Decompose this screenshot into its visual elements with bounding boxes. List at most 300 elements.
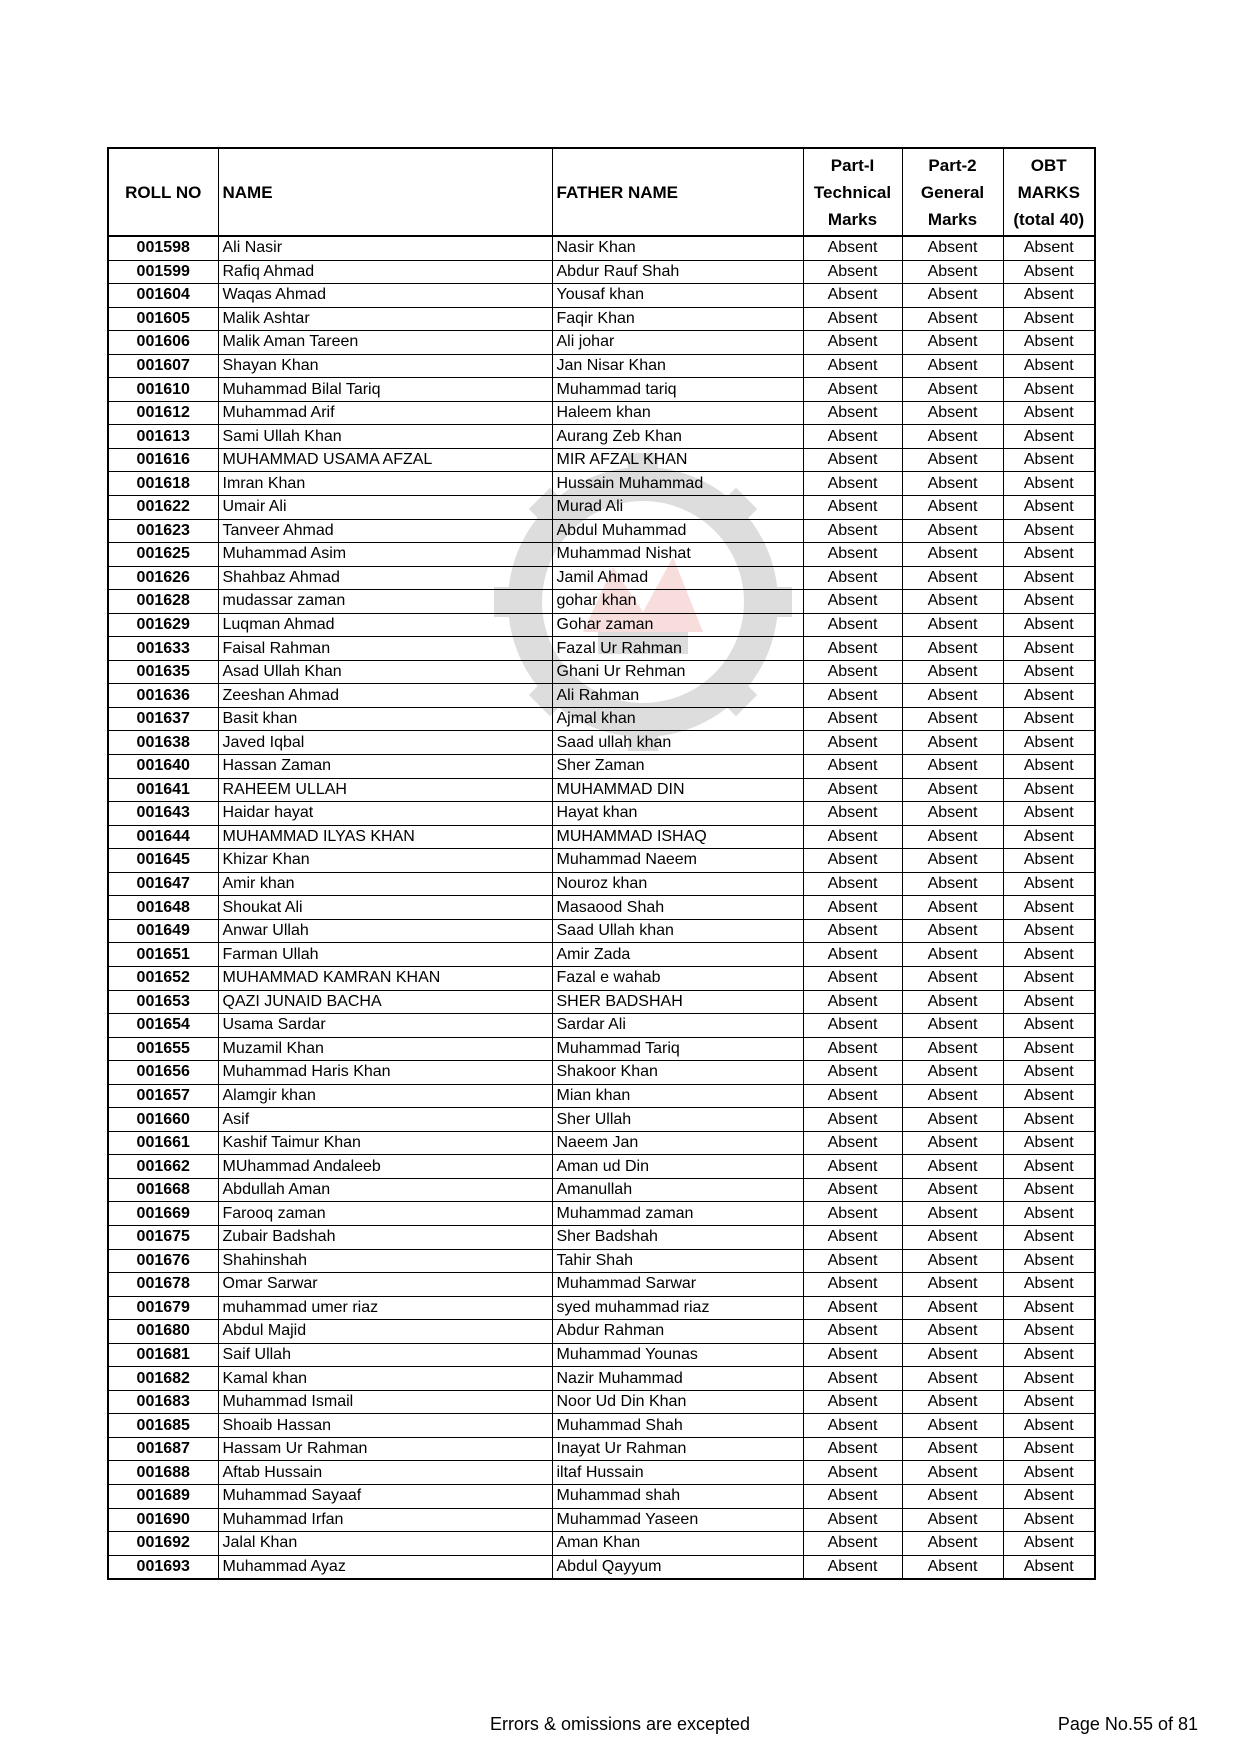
cell-obt-marks: Absent <box>1003 1108 1095 1132</box>
cell-roll-no: 001640 <box>108 755 218 779</box>
results-table <box>107 147 1096 1580</box>
cell-name: Javed Iqbal <box>218 731 552 755</box>
cell-roll-no: 001628 <box>108 590 218 614</box>
cell-part1-marks: Absent <box>803 778 902 802</box>
cell-obt-marks: Absent <box>1003 354 1095 378</box>
cell-roll-no: 001668 <box>108 1178 218 1202</box>
cell-part1-marks: Absent <box>803 943 902 967</box>
cell-obt-marks: Absent <box>1003 1320 1095 1344</box>
table-row <box>108 1343 1095 1367</box>
cell-father-name: Noor Ud Din Khan <box>552 1390 803 1414</box>
cell-part2-marks: Absent <box>902 284 1003 308</box>
cell-father-name: Muhammad Tariq <box>552 1037 803 1061</box>
cell-father-name: Sher Zaman <box>552 755 803 779</box>
cell-name: Muhammad Ayaz <box>218 1555 552 1579</box>
table-row <box>108 1461 1095 1485</box>
cell-part2-marks: Absent <box>902 1367 1003 1391</box>
cell-roll-no: 001660 <box>108 1108 218 1132</box>
footer-disclaimer: Errors & omissions are excepted <box>489 1714 751 1734</box>
cell-part1-marks: Absent <box>803 872 902 896</box>
cell-part2-marks: Absent <box>902 331 1003 355</box>
cell-part2-marks: Absent <box>902 802 1003 826</box>
cell-obt-marks: Absent <box>1003 1155 1095 1179</box>
cell-name: Shahinshah <box>218 1249 552 1273</box>
cell-part2-marks: Absent <box>902 1202 1003 1226</box>
cell-obt-marks: Absent <box>1003 731 1095 755</box>
cell-obt-marks: Absent <box>1003 919 1095 943</box>
cell-obt-marks: Absent <box>1003 943 1095 967</box>
cell-part2-marks: Absent <box>902 1320 1003 1344</box>
cell-obt-marks: Absent <box>1003 896 1095 920</box>
table-row <box>108 1414 1095 1438</box>
cell-father-name: Nasir Khan <box>552 236 803 260</box>
table-row <box>108 354 1095 378</box>
cell-part2-marks: Absent <box>902 1273 1003 1297</box>
cell-part1-marks: Absent <box>803 613 902 637</box>
cell-part1-marks: Absent <box>803 331 902 355</box>
cell-part2-marks: Absent <box>902 1484 1003 1508</box>
cell-roll-no: 001689 <box>108 1484 218 1508</box>
table-row <box>108 472 1095 496</box>
table-row <box>108 896 1095 920</box>
cell-obt-marks: Absent <box>1003 1037 1095 1061</box>
cell-part2-marks: Absent <box>902 1178 1003 1202</box>
cell-name: Abdullah Aman <box>218 1178 552 1202</box>
cell-roll-no: 001655 <box>108 1037 218 1061</box>
table-row <box>108 1555 1095 1579</box>
cell-obt-marks: Absent <box>1003 990 1095 1014</box>
cell-part2-marks: Absent <box>902 236 1003 260</box>
cell-roll-no: 001653 <box>108 990 218 1014</box>
cell-father-name: MUHAMMAD DIN <box>552 778 803 802</box>
cell-roll-no: 001606 <box>108 331 218 355</box>
cell-name: Muhammad Arif <box>218 401 552 425</box>
cell-name: Jalal Khan <box>218 1532 552 1556</box>
cell-part2-marks: Absent <box>902 1390 1003 1414</box>
cell-name: RAHEEM ULLAH <box>218 778 552 802</box>
table-row <box>108 1390 1095 1414</box>
cell-father-name: Hussain Muhammad <box>552 472 803 496</box>
header-father-name: FATHER NAME <box>552 148 803 236</box>
cell-father-name: Faqir Khan <box>552 307 803 331</box>
cell-part2-marks: Absent <box>902 496 1003 520</box>
cell-roll-no: 001680 <box>108 1320 218 1344</box>
cell-roll-no: 001661 <box>108 1131 218 1155</box>
table-row <box>108 660 1095 684</box>
cell-obt-marks: Absent <box>1003 401 1095 425</box>
cell-part2-marks: Absent <box>902 566 1003 590</box>
cell-father-name: Abdul Qayyum <box>552 1555 803 1579</box>
cell-name: Kashif Taimur Khan <box>218 1131 552 1155</box>
cell-part2-marks: Absent <box>902 1037 1003 1061</box>
cell-father-name: Saad ullah khan <box>552 731 803 755</box>
cell-part1-marks: Absent <box>803 1014 902 1038</box>
cell-part2-marks: Absent <box>902 425 1003 449</box>
cell-name: Muhammad Haris Khan <box>218 1061 552 1085</box>
cell-name: Farooq zaman <box>218 1202 552 1226</box>
cell-name: Abdul Majid <box>218 1320 552 1344</box>
cell-name: Imran Khan <box>218 472 552 496</box>
cell-obt-marks: Absent <box>1003 966 1095 990</box>
cell-part2-marks: Absent <box>902 1061 1003 1085</box>
cell-part1-marks: Absent <box>803 849 902 873</box>
table-row <box>108 919 1095 943</box>
cell-roll-no: 001679 <box>108 1296 218 1320</box>
cell-roll-no: 001687 <box>108 1437 218 1461</box>
cell-name: Farman Ullah <box>218 943 552 967</box>
cell-father-name: Jan Nisar Khan <box>552 354 803 378</box>
cell-name: Malik Aman Tareen <box>218 331 552 355</box>
cell-name: Waqas Ahmad <box>218 284 552 308</box>
cell-obt-marks: Absent <box>1003 1390 1095 1414</box>
header-part2-line: Marks <box>927 209 978 229</box>
cell-part2-marks: Absent <box>902 307 1003 331</box>
cell-roll-no: 001626 <box>108 566 218 590</box>
cell-obt-marks: Absent <box>1003 707 1095 731</box>
cell-father-name: Hayat khan <box>552 802 803 826</box>
cell-roll-no: 001633 <box>108 637 218 661</box>
cell-part1-marks: Absent <box>803 755 902 779</box>
header-obt-line: (total 40) <box>1013 209 1085 229</box>
cell-part1-marks: Absent <box>803 496 902 520</box>
cell-father-name: Gohar zaman <box>552 613 803 637</box>
cell-part1-marks: Absent <box>803 1555 902 1579</box>
cell-roll-no: 001612 <box>108 401 218 425</box>
cell-father-name: Saad Ullah khan <box>552 919 803 943</box>
cell-roll-no: 001625 <box>108 543 218 567</box>
cell-roll-no: 001657 <box>108 1084 218 1108</box>
cell-obt-marks: Absent <box>1003 1225 1095 1249</box>
cell-father-name: Tahir Shah <box>552 1249 803 1273</box>
cell-name: Zubair Badshah <box>218 1225 552 1249</box>
table-row <box>108 543 1095 567</box>
cell-part1-marks: Absent <box>803 1225 902 1249</box>
cell-obt-marks: Absent <box>1003 684 1095 708</box>
cell-obt-marks: Absent <box>1003 448 1095 472</box>
header-obt-line: OBT <box>1030 155 1067 175</box>
cell-roll-no: 001605 <box>108 307 218 331</box>
cell-name: Haidar hayat <box>218 802 552 826</box>
cell-father-name: syed muhammad riaz <box>552 1296 803 1320</box>
cell-obt-marks: Absent <box>1003 1532 1095 1556</box>
cell-roll-no: 001598 <box>108 236 218 260</box>
cell-roll-no: 001683 <box>108 1390 218 1414</box>
cell-obt-marks: Absent <box>1003 778 1095 802</box>
cell-part2-marks: Absent <box>902 778 1003 802</box>
table-row <box>108 1061 1095 1085</box>
cell-obt-marks: Absent <box>1003 872 1095 896</box>
cell-part1-marks: Absent <box>803 1414 902 1438</box>
table-row <box>108 284 1095 308</box>
cell-part2-marks: Absent <box>902 825 1003 849</box>
table-body <box>108 236 1095 1579</box>
cell-father-name: Muhammad Naeem <box>552 849 803 873</box>
cell-obt-marks: Absent <box>1003 1249 1095 1273</box>
cell-father-name: Abdul Muhammad <box>552 519 803 543</box>
cell-father-name: Sher Ullah <box>552 1108 803 1132</box>
table-row <box>108 1014 1095 1038</box>
cell-obt-marks: Absent <box>1003 825 1095 849</box>
cell-father-name: Ali Rahman <box>552 684 803 708</box>
cell-name: Faisal Rahman <box>218 637 552 661</box>
cell-name: Saif Ullah <box>218 1343 552 1367</box>
cell-obt-marks: Absent <box>1003 1343 1095 1367</box>
cell-part1-marks: Absent <box>803 990 902 1014</box>
cell-part2-marks: Absent <box>902 943 1003 967</box>
cell-obt-marks: Absent <box>1003 1437 1095 1461</box>
header-roll-no: ROLL NO <box>108 148 218 236</box>
cell-obt-marks: Absent <box>1003 660 1095 684</box>
cell-part1-marks: Absent <box>803 896 902 920</box>
cell-part2-marks: Absent <box>902 1155 1003 1179</box>
cell-obt-marks: Absent <box>1003 1296 1095 1320</box>
cell-part2-marks: Absent <box>902 1014 1003 1038</box>
cell-part1-marks: Absent <box>803 1343 902 1367</box>
cell-roll-no: 001649 <box>108 919 218 943</box>
cell-roll-no: 001636 <box>108 684 218 708</box>
cell-name: Aftab Hussain <box>218 1461 552 1485</box>
cell-part1-marks: Absent <box>803 731 902 755</box>
cell-name: Asad Ullah Khan <box>218 660 552 684</box>
cell-roll-no: 001690 <box>108 1508 218 1532</box>
cell-obt-marks: Absent <box>1003 590 1095 614</box>
header-obt-line: MARKS <box>1017 182 1080 202</box>
cell-obt-marks: Absent <box>1003 1414 1095 1438</box>
cell-father-name: Muhammad shah <box>552 1484 803 1508</box>
cell-part1-marks: Absent <box>803 1061 902 1085</box>
cell-name: Shayan Khan <box>218 354 552 378</box>
cell-part2-marks: Absent <box>902 448 1003 472</box>
cell-father-name: Jamil Ahmad <box>552 566 803 590</box>
cell-father-name: MIR AFZAL KHAN <box>552 448 803 472</box>
cell-father-name: Abdur Rahman <box>552 1320 803 1344</box>
cell-roll-no: 001678 <box>108 1273 218 1297</box>
cell-part2-marks: Absent <box>902 755 1003 779</box>
table-row <box>108 331 1095 355</box>
page-number: Page No.55 of 81 <box>1057 1714 1198 1734</box>
cell-obt-marks: Absent <box>1003 1461 1095 1485</box>
cell-part2-marks: Absent <box>902 966 1003 990</box>
table-row <box>108 260 1095 284</box>
table-row <box>108 401 1095 425</box>
header-part1-line: Technical <box>813 182 892 202</box>
cell-part2-marks: Absent <box>902 1296 1003 1320</box>
table-row <box>108 566 1095 590</box>
cell-name: Muhammad Sayaaf <box>218 1484 552 1508</box>
cell-father-name: Nouroz khan <box>552 872 803 896</box>
cell-obt-marks: Absent <box>1003 802 1095 826</box>
table-row <box>108 425 1095 449</box>
header-part1-line: Part-I <box>830 155 875 175</box>
cell-father-name: Sardar Ali <box>552 1014 803 1038</box>
cell-part2-marks: Absent <box>902 707 1003 731</box>
table-row <box>108 1037 1095 1061</box>
cell-part2-marks: Absent <box>902 519 1003 543</box>
cell-roll-no: 001622 <box>108 496 218 520</box>
cell-part2-marks: Absent <box>902 990 1003 1014</box>
cell-part1-marks: Absent <box>803 1037 902 1061</box>
cell-roll-no: 001623 <box>108 519 218 543</box>
cell-part2-marks: Absent <box>902 1508 1003 1532</box>
cell-part1-marks: Absent <box>803 1155 902 1179</box>
cell-part2-marks: Absent <box>902 1131 1003 1155</box>
cell-part1-marks: Absent <box>803 1131 902 1155</box>
cell-part2-marks: Absent <box>902 354 1003 378</box>
header-part1-line: Marks <box>827 209 878 229</box>
cell-part2-marks: Absent <box>902 1343 1003 1367</box>
cell-part2-marks: Absent <box>902 731 1003 755</box>
cell-obt-marks: Absent <box>1003 284 1095 308</box>
cell-roll-no: 001681 <box>108 1343 218 1367</box>
cell-roll-no: 001643 <box>108 802 218 826</box>
cell-roll-no: 001669 <box>108 1202 218 1226</box>
table-row <box>108 1437 1095 1461</box>
cell-part2-marks: Absent <box>902 401 1003 425</box>
cell-father-name: Fazal e wahab <box>552 966 803 990</box>
table-row <box>108 731 1095 755</box>
cell-part2-marks: Absent <box>902 660 1003 684</box>
cell-part2-marks: Absent <box>902 472 1003 496</box>
cell-roll-no: 001652 <box>108 966 218 990</box>
cell-roll-no: 001692 <box>108 1532 218 1556</box>
table-row <box>108 990 1095 1014</box>
table-row <box>108 236 1095 260</box>
cell-part2-marks: Absent <box>902 1532 1003 1556</box>
table-row <box>108 1532 1095 1556</box>
cell-obt-marks: Absent <box>1003 1273 1095 1297</box>
cell-father-name: Ajmal khan <box>552 707 803 731</box>
cell-name: muhammad umer riaz <box>218 1296 552 1320</box>
cell-part1-marks: Absent <box>803 1296 902 1320</box>
table-row <box>108 1508 1095 1532</box>
cell-father-name: Amanullah <box>552 1178 803 1202</box>
table-row <box>108 1367 1095 1391</box>
cell-part1-marks: Absent <box>803 472 902 496</box>
cell-obt-marks: Absent <box>1003 566 1095 590</box>
cell-part1-marks: Absent <box>803 590 902 614</box>
cell-roll-no: 001607 <box>108 354 218 378</box>
cell-father-name: Ali johar <box>552 331 803 355</box>
cell-part1-marks: Absent <box>803 1508 902 1532</box>
cell-obt-marks: Absent <box>1003 613 1095 637</box>
cell-part1-marks: Absent <box>803 448 902 472</box>
cell-roll-no: 001682 <box>108 1367 218 1391</box>
cell-father-name: Muhammad tariq <box>552 378 803 402</box>
cell-name: Hassan Zaman <box>218 755 552 779</box>
table-row <box>108 1249 1095 1273</box>
cell-father-name: Ghani Ur Rehman <box>552 660 803 684</box>
cell-obt-marks: Absent <box>1003 849 1095 873</box>
cell-part2-marks: Absent <box>902 260 1003 284</box>
cell-part1-marks: Absent <box>803 825 902 849</box>
cell-part1-marks: Absent <box>803 378 902 402</box>
cell-roll-no: 001647 <box>108 872 218 896</box>
cell-part1-marks: Absent <box>803 1390 902 1414</box>
cell-roll-no: 001693 <box>108 1555 218 1579</box>
cell-obt-marks: Absent <box>1003 496 1095 520</box>
cell-father-name: Aman Khan <box>552 1532 803 1556</box>
cell-roll-no: 001629 <box>108 613 218 637</box>
cell-part2-marks: Absent <box>902 1225 1003 1249</box>
header-part2-line: Part-2 <box>928 155 977 175</box>
cell-part1-marks: Absent <box>803 566 902 590</box>
cell-name: MUhammad Andaleeb <box>218 1155 552 1179</box>
cell-father-name: Muhammad Nishat <box>552 543 803 567</box>
cell-roll-no: 001618 <box>108 472 218 496</box>
cell-father-name: Aman ud Din <box>552 1155 803 1179</box>
cell-roll-no: 001648 <box>108 896 218 920</box>
table-row <box>108 755 1095 779</box>
cell-part2-marks: Absent <box>902 919 1003 943</box>
cell-name: Usama Sardar <box>218 1014 552 1038</box>
cell-obt-marks: Absent <box>1003 755 1095 779</box>
cell-roll-no: 001635 <box>108 660 218 684</box>
cell-name: Muhammad Bilal Tariq <box>218 378 552 402</box>
cell-roll-no: 001599 <box>108 260 218 284</box>
cell-roll-no: 001644 <box>108 825 218 849</box>
cell-name: MUHAMMAD USAMA AFZAL <box>218 448 552 472</box>
cell-obt-marks: Absent <box>1003 1131 1095 1155</box>
cell-part2-marks: Absent <box>902 1084 1003 1108</box>
cell-roll-no: 001675 <box>108 1225 218 1249</box>
cell-part2-marks: Absent <box>902 590 1003 614</box>
cell-father-name: Muhammad Shah <box>552 1414 803 1438</box>
cell-part1-marks: Absent <box>803 660 902 684</box>
cell-part1-marks: Absent <box>803 1367 902 1391</box>
cell-part1-marks: Absent <box>803 1532 902 1556</box>
cell-roll-no: 001654 <box>108 1014 218 1038</box>
table-row <box>108 1131 1095 1155</box>
cell-name: Muhammad Ismail <box>218 1390 552 1414</box>
cell-name: Shoukat Ali <box>218 896 552 920</box>
cell-roll-no: 001688 <box>108 1461 218 1485</box>
cell-part1-marks: Absent <box>803 543 902 567</box>
cell-father-name: gohar khan <box>552 590 803 614</box>
cell-part1-marks: Absent <box>803 354 902 378</box>
cell-obt-marks: Absent <box>1003 472 1095 496</box>
cell-roll-no: 001637 <box>108 707 218 731</box>
cell-obt-marks: Absent <box>1003 1202 1095 1226</box>
table-row <box>108 1296 1095 1320</box>
table-row <box>108 1225 1095 1249</box>
cell-part2-marks: Absent <box>902 896 1003 920</box>
cell-name: Shahbaz Ahmad <box>218 566 552 590</box>
table-row <box>108 448 1095 472</box>
cell-obt-marks: Absent <box>1003 1061 1095 1085</box>
cell-part1-marks: Absent <box>803 802 902 826</box>
cell-part1-marks: Absent <box>803 1178 902 1202</box>
header-part2-line: General <box>920 182 985 202</box>
cell-name: Ali Nasir <box>218 236 552 260</box>
cell-roll-no: 001616 <box>108 448 218 472</box>
cell-name: MUHAMMAD KAMRAN KHAN <box>218 966 552 990</box>
cell-roll-no: 001638 <box>108 731 218 755</box>
cell-father-name: Shakoor Khan <box>552 1061 803 1085</box>
cell-obt-marks: Absent <box>1003 1014 1095 1038</box>
cell-father-name: Muhammad Sarwar <box>552 1273 803 1297</box>
table-row <box>108 707 1095 731</box>
cell-father-name: Muhammad Yaseen <box>552 1508 803 1532</box>
cell-father-name: Naeem Jan <box>552 1131 803 1155</box>
cell-part2-marks: Absent <box>902 872 1003 896</box>
header-part2-general-marks <box>902 148 1003 236</box>
cell-name: Zeeshan Ahmad <box>218 684 552 708</box>
cell-roll-no: 001641 <box>108 778 218 802</box>
cell-name: Muhammad Irfan <box>218 1508 552 1532</box>
cell-name: Malik Ashtar <box>218 307 552 331</box>
cell-part2-marks: Absent <box>902 849 1003 873</box>
table-row <box>108 778 1095 802</box>
